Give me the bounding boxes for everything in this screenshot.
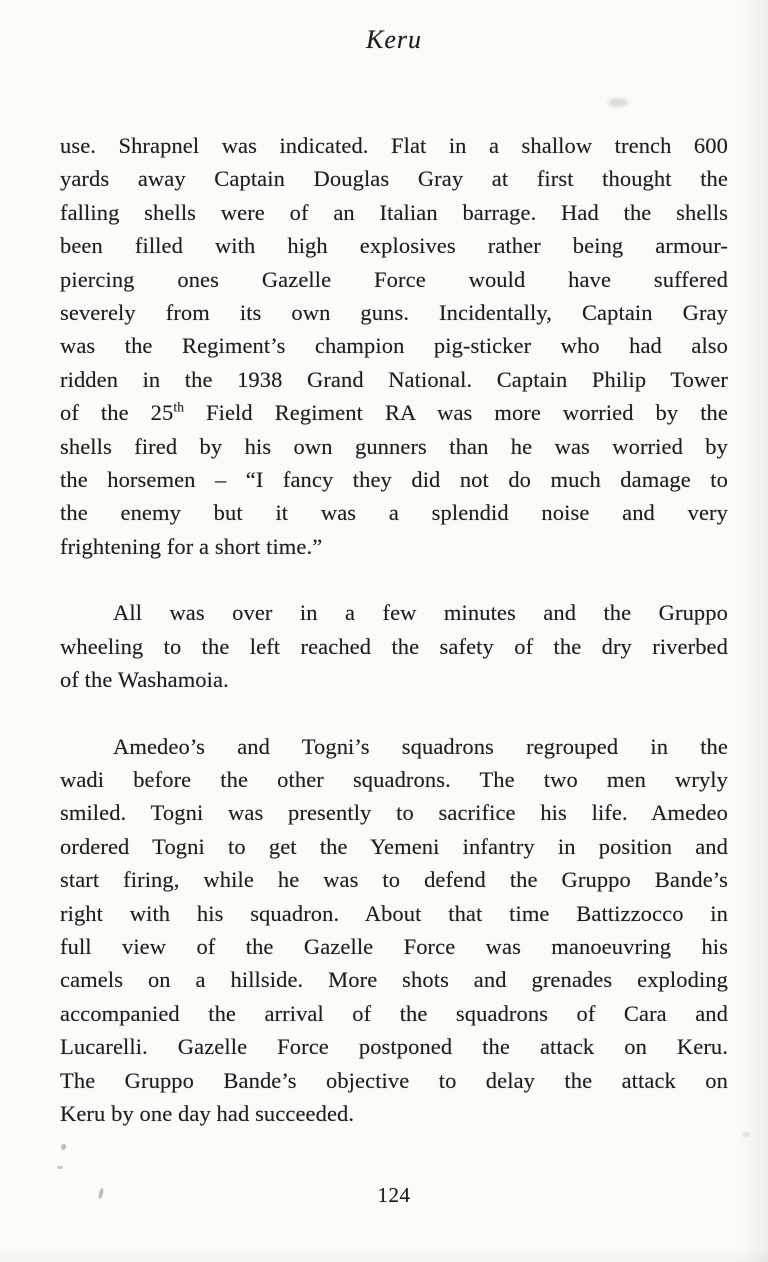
text-line: the enemy but it was a splendid noise and very bbox=[60, 500, 728, 526]
text-line: smiled. Togni was presently to sacrifice his life. Amedeo bbox=[60, 800, 728, 826]
text-line: ridden in the 1938 Grand National. Captain Philip Tower bbox=[60, 366, 728, 392]
paragraph bbox=[60, 730, 728, 1131]
scan-speck bbox=[57, 1166, 63, 1169]
paragraph bbox=[60, 129, 728, 563]
text-line: use. Shrapnel was indicated. Flat in a shallow trench 600 bbox=[60, 133, 728, 158]
text-line: start firing, while he was to defend the Gruppo Bande’s bbox=[60, 867, 728, 893]
text-line: of the Washamoia. bbox=[60, 667, 229, 693]
text-line: the horsemen – “I fancy they did not do much damage to bbox=[60, 467, 728, 493]
text-line: shells fired by his own gunners than he was worried by bbox=[60, 433, 728, 459]
text-block bbox=[60, 129, 728, 1130]
scan-speck bbox=[61, 1144, 66, 1150]
text-line: falling shells were of an Italian barrage. Had the shells bbox=[60, 199, 728, 225]
text-line: been filled with high explosives rather being armour- bbox=[60, 233, 728, 259]
paragraph bbox=[60, 596, 728, 696]
text-line: wadi before the other squadrons. The two men wryly bbox=[60, 766, 728, 792]
page-number: 124 bbox=[377, 1183, 411, 1207]
text-line: Amedeo’s and Togni’s squadrons regrouped in the bbox=[113, 733, 728, 759]
text-line: piercing ones Gazelle Force would have suffered bbox=[60, 266, 728, 292]
text-line: of the 25th Field Regiment RA was more worried by the bbox=[60, 399, 728, 426]
scan-edge-shading bbox=[0, 1248, 768, 1262]
scan-speck bbox=[742, 1132, 750, 1137]
text-line: severely from its own guns. Incidentally, Captain Gray bbox=[60, 300, 728, 326]
scan-edge-shading bbox=[740, 0, 768, 1262]
text-line: Lucarelli. Gazelle Force postponed the attack on Keru. bbox=[60, 1034, 728, 1060]
text-line: accompanied the arrival of the squadrons of Cara and bbox=[60, 1000, 728, 1026]
scan-smudge bbox=[608, 98, 628, 107]
running-header bbox=[60, 25, 728, 55]
text-line: full view of the Gazelle Force was manoeuvring his bbox=[60, 933, 728, 959]
text-line: camels on a hillside. More shots and grenades exploding bbox=[60, 967, 728, 993]
text-line: right with his squadron. About that time Battizzocco in bbox=[60, 900, 728, 926]
text-line: All was over in a few minutes and the Gruppo bbox=[113, 600, 728, 626]
text-line: Keru by one day had succeeded. bbox=[60, 1100, 355, 1126]
text-line: ordered Togni to get the Yemeni infantry in position and bbox=[60, 833, 728, 859]
text-line: The Gruppo Bande’s objective to delay the attack on bbox=[60, 1067, 728, 1093]
text-line: yards away Captain Douglas Gray at first thought the bbox=[60, 166, 728, 192]
text-line: wheeling to the left reached the safety of the dry riverbed bbox=[60, 633, 728, 659]
page-title: Keru bbox=[366, 25, 422, 54]
text-line: was the Regiment’s champion pig-sticker who had also bbox=[60, 333, 728, 359]
superscript: th bbox=[173, 399, 185, 415]
text-line: frightening for a short time.” bbox=[60, 533, 323, 559]
